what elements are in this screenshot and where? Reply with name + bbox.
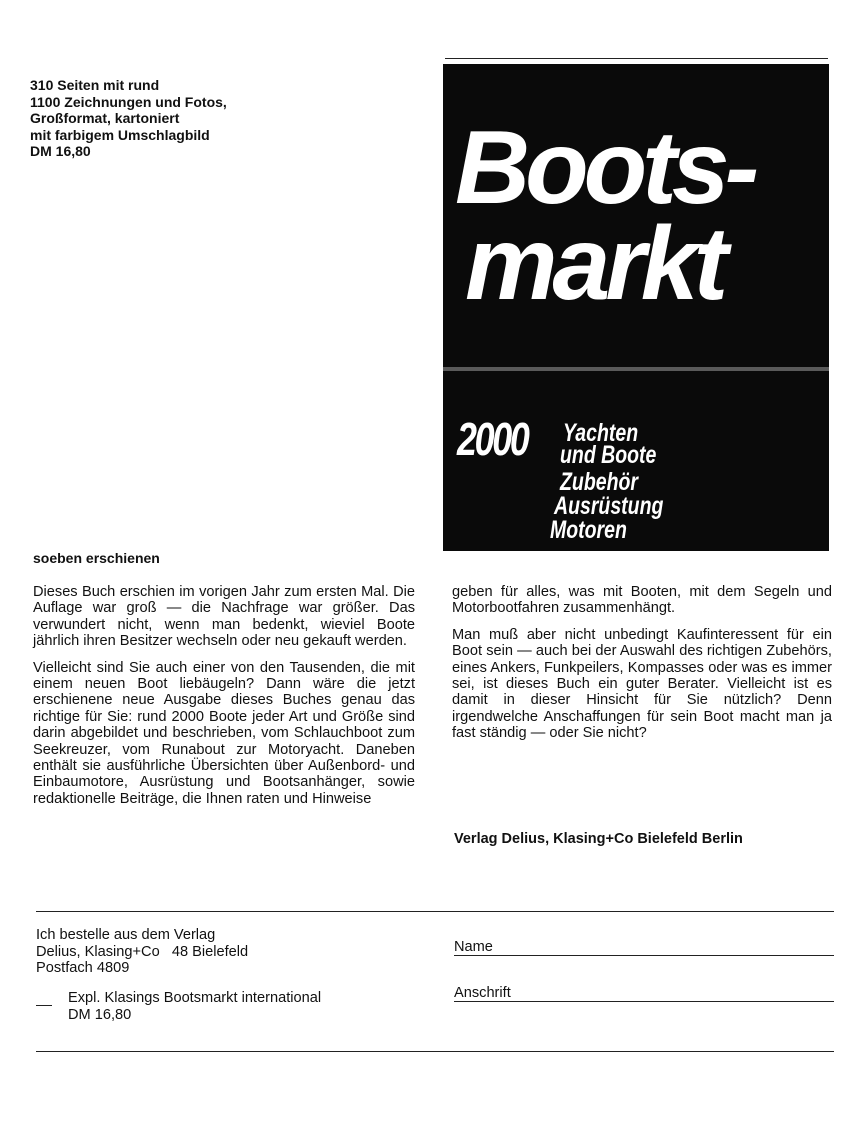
cover-sub-ausruestung: Ausrüstung (554, 492, 664, 520)
name-label: Name (454, 939, 493, 955)
spec-line: 310 Seiten mit rund (30, 77, 160, 93)
cover-sub-yachten: Yachten (563, 419, 639, 447)
address-field-line[interactable] (454, 1001, 834, 1002)
spec-line: Großformat, kartoniert (30, 110, 180, 126)
order-line: Ich bestelle aus dem Verlag (36, 927, 216, 943)
order-line: Postfach 4809 (36, 960, 130, 976)
publisher-line: Verlag Delius, Klasing+Co Bielefeld Berlin (454, 831, 743, 847)
name-field-line[interactable] (454, 955, 834, 956)
address-label: Anschrift (454, 985, 511, 1001)
book-specs (30, 77, 360, 160)
spec-line: 1100 Zeichnungen und Fotos, (30, 93, 227, 110)
section-heading: soeben erschienen (33, 550, 160, 566)
text-column-right (452, 584, 832, 752)
order-line: Delius, Klasing+Co 48 Bielefeld (36, 943, 249, 960)
paragraph: geben für alles, was mit Booten, mit dem Segeln und Motorbootfahren zusammenhängt. (452, 584, 832, 617)
order-item-text (68, 990, 321, 1023)
paragraph: Vielleicht sind Sie auch einer von den Tausenden, die mit einem neuen Boot liebäugeln? Dann wäre die jetzt erschienene neue Ausgabe dieses Buches genau das richtige für Sie: rund 2000 Boote jeder Art und Größe sind darin abgebildet und beschrieben, vom Schlauchboot zum Seekreuzer, vom Runabout zur Motoryacht. Daneben enthält sie ausführliche Übersichten über Außenbord- und Einbaumotore, Ausrüstung und Bootsanhänger, sowie redaktionelle Beiträge, die Ihnen raten und Hinweise (33, 659, 415, 807)
cover-number: 2000 (457, 413, 528, 465)
spec-line: mit farbigem Umschlagbild (30, 126, 210, 143)
order-address (36, 927, 248, 977)
cover-sub-motoren: Motoren (550, 516, 627, 544)
order-top-rule (36, 911, 834, 912)
quantity-blank[interactable] (36, 1005, 52, 1006)
cover-title-line2: markt (465, 206, 724, 322)
paragraph: Man muß aber nicht unbedingt Kaufinteressent für ein Boot sein — auch bei der Auswahl des richtigen Zubehörs, eines Ankers, Funkpeilers, Kompasses oder was es immer sei, ist dieses Buch ein guter Berater. Vielleicht ist es damit in dieser Hinsicht für Sie nützlich? Denn irgendwelche Anschaffungen für sein Boot macht man ja fast ständig — oder Sie nicht? (452, 626, 832, 742)
spec-price: DM 16,80 (30, 143, 91, 159)
cover-sub-boote: und Boote (560, 441, 657, 469)
book-cover (443, 64, 829, 551)
order-bottom-rule (36, 1051, 834, 1052)
cover-divider (443, 367, 829, 371)
paragraph: Dieses Buch erschien im vorigen Jahr zum ersten Mal. Die Auflage war groß — die Nachfrage war größer. Das verwundert nicht, wenn man bedenkt, wieviel Boote jährlich ihren Besitzer wechseln oder neu gekauft werden. (33, 584, 415, 650)
top-rule (445, 58, 828, 59)
cover-sub-zubehoer: Zubehör (560, 468, 638, 496)
cover-title-line1: Boots- (455, 110, 755, 226)
order-item-title: Expl. Klasings Bootsmarkt international (68, 990, 322, 1006)
order-item-price: DM 16,80 (68, 1006, 132, 1023)
text-column-left (33, 584, 415, 817)
